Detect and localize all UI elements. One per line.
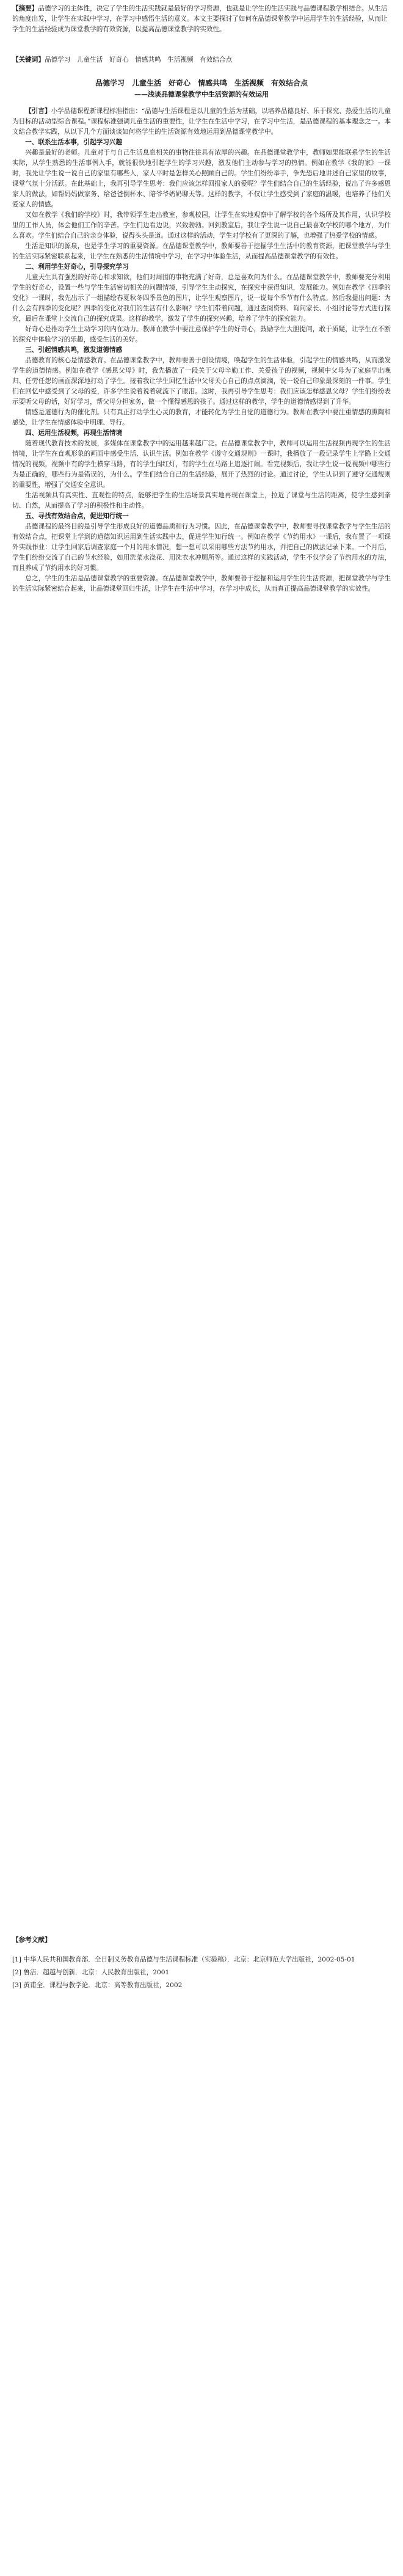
body-paragraph: 生活是知识的源泉，也是学生学习的重要资源。在品德课堂教学中，教师要善于挖掘学生生活中的教育资源，把课堂教学与学生的生活实际紧密联系起来，让学生在熟悉的生活情境中学习，在学习中体验生活，从而提高品德课堂教学的有效性。 (12, 243, 391, 260)
body-paragraph: 品德课程的最终目的是引导学生形成良好的道德品质和行为习惯。因此，在品德课堂教学中，教师要寻找课堂教学与学生生活的有效结合点，把课堂上学到的道德知识运用到生活实践中去，促进学生知行统一。例如在教学《节约用水》一课后，我布置了一项课外实践作业：让学生回家后调查家庭一个月的用水情况，想一想可以采用哪些方法节约用水，并把自己的做法记录下来。一个月后，学生们纷纷交流了自己的节水经验，如用洗菜水浇花、用洗衣水冲厕所等。通过这样的实践活动，学生不仅学会了节约用水的方法，而且养成了节约用水的好习惯。 (12, 523, 391, 572)
references-list (12, 1955, 391, 1993)
keywords-label: 【关键词】 (12, 56, 45, 64)
intro-paragraph (12, 106, 391, 137)
article-body (12, 106, 391, 1914)
body-paragraph: 品德教育的核心是情感教育。在品德课堂教学中，教师要善于创设情境，唤起学生的生活体验，引起学生的情感共鸣，从而激发学生的道德情感。例如在教学《感恩父母》时，我先播放了一段关于父母辛勤工作、关爱孩子的视频，视频中父母为了家庭早出晚归、任劳任怨的画面深深地打动了学生。接着我让学生回忆生活中父母关心自己的点点滴滴，说一说自己印象最深刻的一件事。学生们在回忆中感受到了父母的爱，许多学生说着说着就流下了眼泪。这时，我再引导学生思考：我们应该怎样感恩父母？学生们纷纷表示要听父母的话，好好学习，帮父母分担家务，做一个懂得感恩的孩子。通过这样的教学，学生的道德情感得到了升华。 (12, 357, 391, 406)
article-title: 品德学习 儿童生活 好奇心 情感共鸣 生活视频 有效结合点 (95, 79, 308, 87)
section-heading: 一、联系生活本事，引起学习兴趣 (25, 139, 123, 146)
body-paragraph: 儿童天生具有强烈的好奇心和求知欲，他们对周围的事物充满了好奇，总是喜欢问为什么。在品德课堂教学中，教师要充分利用学生的好奇心，设置一些与学生生活密切相关的问题情境，引导学生主动探究，在探究中获得知识，发展能力。例如在教学《四季的变化》一课时，我先出示了一组描绘春夏秋冬四季景色的图片，让学生观察图片，说一说每个季节有什么特点。然后我提出问题：为什么会有四季的变化呢？四季的变化对我们的生活有什么影响？学生们带着问题，通过查阅资料、询问家长、小组讨论等方式进行探究，最后在课堂上交流自己的探究成果。这样的教学，激发了学生的探究兴趣，培养了学生的探究能力。 (12, 274, 391, 323)
abstract (12, 4, 391, 35)
reference-item: [2] 鲁洁．超越与创新．北京：人民教育出版社，2001 (12, 1969, 170, 1976)
section-heading: 二、利用学生好奇心，引导探究学习 (25, 263, 129, 271)
article-subtitle: ——浅谈品德课堂教学中生活资源的有效运用 (134, 90, 269, 98)
intro-label: 【引言】 (25, 108, 51, 115)
body-paragraph: 情感是道德行为的催化剂。只有真正打动学生心灵的教育，才能转化为学生自觉的道德行为。教师在教学中要注重情感的熏陶和感染，让学生在情感体验中明理、导行。 (12, 409, 391, 426)
references-heading: 【参考文献】 (12, 1936, 51, 1944)
abstract-label: 【摘要】 (12, 5, 38, 12)
reference-item: [3] 黄甫全．课程与教学论．北京：高等教育出版社，2002 (12, 1982, 183, 1989)
keywords-text: 品德学习 儿童生活 好奇心 情感共鸣 生活视频 有效结合点 (44, 56, 233, 64)
body-paragraph: 兴趣是最好的老师。儿童对于与自己生活息息相关的事物往往具有浓厚的兴趣。在品德课堂教学中，教师如果能联系学生的生活实际，从学生熟悉的生活事例入手，就能很快地引起学生的学习兴趣，激发他们主动参与学习的热情。例如在教学《我的家》一课时，我先让学生说一说自己的家里有哪些人，家人平时是怎样关心照顾自己的。学生们纷纷举手，争先恐后地讲述自己家里的故事，课堂气氛十分活跃。在此基础上，我再引导学生思考：我们应该怎样回报家人的爱呢？学生们结合自己的生活经验，说出了许多感恩家人的做法，如帮妈妈做家务、给爸爸倒杯水、陪爷爷奶奶聊天等。这样的教学，不仅让学生感受到了家庭的温暖，也培养了他们关爱家人的情感。 (12, 149, 391, 208)
body-paragraph: 又如在教学《我们的学校》时，我带领学生走出教室，参观校园，让学生在实地观察中了解学校的各个场所及其作用，认识学校里的工作人员，体会他们工作的辛苦。学生们边看边说，兴致勃勃。回到教室后，我让学生说一说自己最喜欢学校的哪个地方，为什么喜欢。学生们结合自己的亲身体验，说得头头是道。通过这样的活动，学生对学校有了更深的了解，也增强了热爱学校的情感。 (12, 211, 391, 239)
intro-text: 小学品德课程新课程标准指出：“品德与生活课程是以儿童的生活为基础，以培养品德良好、乐于探究、热爱生活的儿童为目标的活动型综合课程。”课程标准强调儿童生活的重要性，让学生在生活中学习，在学习中生活，是品德课程的基本理念之一。本文结合教学实践，从以下几个方面谈谈如何将学生的生活资源有效地运用到品德课堂教学中。 (12, 108, 391, 136)
abstract-text: 品德学习的主体性，决定了学生的生活实践就是最好的学习资源，也就是让学生的生活实践与品德课程教学相结合。从生活的角度出发，让学生在实践中学习，在学习中感悟生活的意义。本文主要探讨了如何在品德课堂教学中运用学生的生活经验，从而让学生的生活经验成为课堂教学的有效资源，以提高品德课堂教学的实效性。 (12, 5, 388, 33)
reference-item: [1] 中华人民共和国教育部．全日制义务教育品德与生活课程标准（实验稿）．北京：北京师范大学出版社，2002-05-01 (12, 1956, 355, 1963)
keywords (12, 55, 391, 65)
body-paragraph: 随着现代教育技术的发展，多媒体在课堂教学中的运用越来越广泛。在品德课堂教学中，教师可以运用生活视频再现学生的生活情境，让学生在直观形象的画面中感受生活、认识生活。例如在教学《遵守交通规则》一课时，我播放了一段记录学生上学路上交通情况的视频，视频中有的学生横穿马路，有的学生闯红灯，有的学生在马路上追逐打闹。看完视频后，我让学生说一说视频中哪些行为是正确的，哪些行为是错误的，为什么。学生们结合自己的生活经验，展开了热烈的讨论。通过讨论，学生认识到了遵守交通规则的重要性，增强了交通安全意识。 (12, 440, 391, 489)
section-heading: 五、寻找有效结合点，促进知行统一 (25, 513, 129, 520)
section-heading: 四、运用生活视频，再现生活情境 (25, 429, 123, 437)
body-paragraph: 好奇心是推动学生主动学习的内在动力。教师在教学中要注意保护学生的好奇心，鼓励学生大胆提问，敢于质疑，让学生在不断的探究中体验学习的乐趣，感受生活的美好。 (12, 326, 391, 343)
body-paragraph: 总之，学生的生活是品德课堂教学的重要资源。在品德课堂教学中，教师要善于挖掘和运用学生的生活资源，把课堂教学与学生的生活实际紧密结合起来，让品德课堂回归生活，让学生在生活中学习，在学习中成长，从而真正提高品德课堂教学的实效性。 (12, 575, 391, 593)
section-heading: 三、引起情感共鸣，激发道德情感 (25, 346, 123, 354)
body-paragraph: 生活视频具有真实性、直观性的特点，能够把学生的生活场景真实地再现在课堂上，拉近了课堂与生活的距离，使学生感到亲切、自然，从而提高了学习的积极性和主动性。 (12, 492, 391, 509)
